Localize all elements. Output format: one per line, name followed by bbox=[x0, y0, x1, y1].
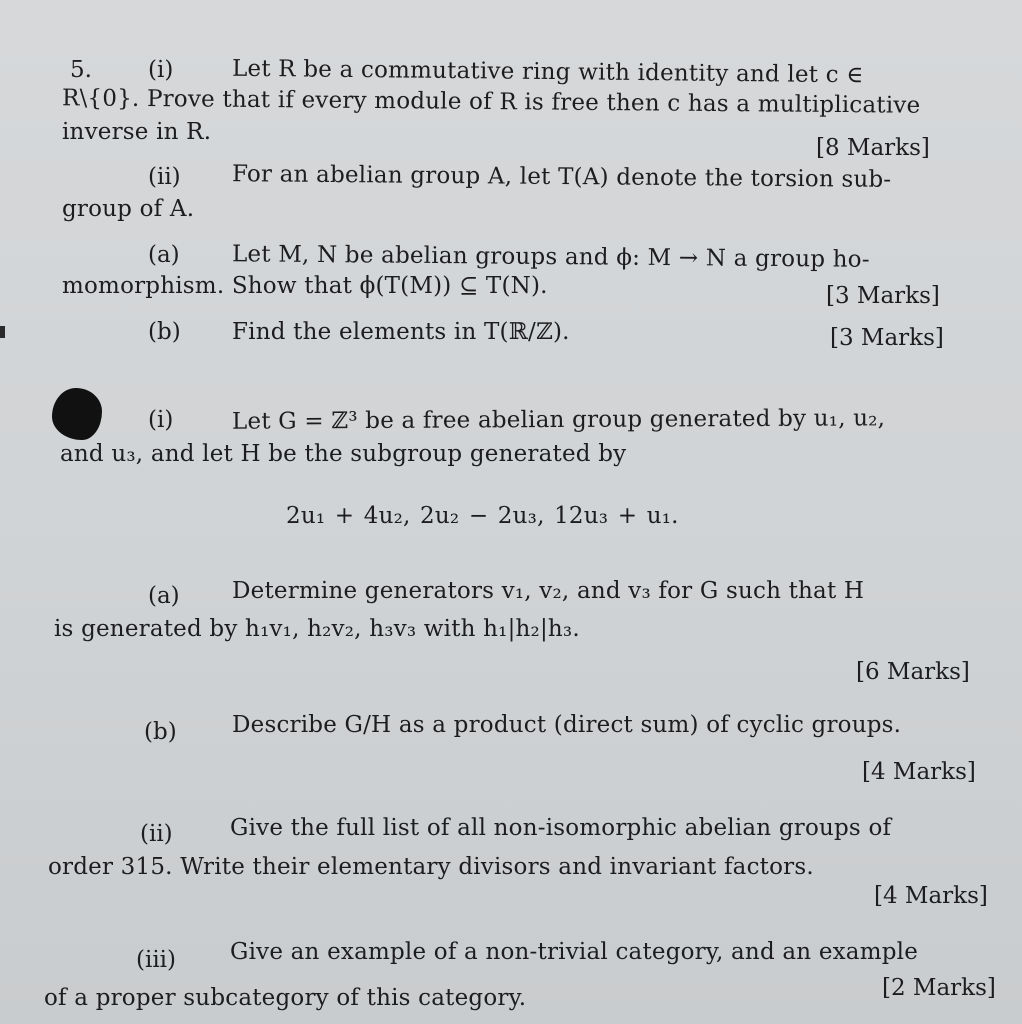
q5-ii-a-line1: Let M, N be abelian groups and ϕ: M → N a group ho- bbox=[231, 241, 870, 273]
q6-i-line2: and u₃, and let H be the subgroup generated by bbox=[60, 441, 627, 467]
marks: [3 Marks] bbox=[826, 283, 940, 309]
q5-i-line3: inverse in R. bbox=[62, 119, 212, 145]
part-label: (ii) bbox=[148, 164, 181, 190]
q5-ii-line1: For an abelian group A, let T(A) denote the torsion sub- bbox=[231, 161, 892, 193]
q6-i-line1: Let G = ℤ³ be a free abelian group generated by u₁, u₂, bbox=[231, 405, 886, 435]
marks: [8 Marks] bbox=[816, 135, 930, 161]
part-label: (iii) bbox=[136, 947, 177, 973]
q5-ii-a-line2: momorphism. Show that ϕ(T(M)) ⊆ T(N). bbox=[62, 273, 548, 299]
marks: [6 Marks] bbox=[856, 659, 970, 685]
q5-ii-b-line1: Find the elements in T(ℝ/ℤ). bbox=[232, 319, 570, 345]
subpart-label: (b) bbox=[148, 319, 181, 345]
marks: [2 Marks] bbox=[882, 975, 996, 1001]
q6-iii-line2: of a proper subcategory of this category. bbox=[44, 985, 527, 1011]
marks: [3 Marks] bbox=[830, 325, 944, 351]
part-label: (i) bbox=[148, 57, 174, 83]
question-number: 5. bbox=[70, 57, 92, 83]
q6-ii-line2: order 315. Write their elementary divisors and invariant factors. bbox=[48, 854, 814, 880]
q6-ii-line1: Give the full list of all non-isomorphic abelian groups of bbox=[230, 815, 892, 841]
q6-i-a-line2: is generated by h₁v₁, h₂v₂, h₃v₃ with h₁|h₂|h₃. bbox=[54, 616, 580, 642]
q6-i-a-line1: Determine generators v₁, v₂, and v₃ for G such that H bbox=[232, 578, 865, 604]
edge-mark bbox=[0, 326, 5, 338]
q5-i-line2: R\{0}. Prove that if every module of R is free then c has a multiplicative bbox=[61, 85, 921, 119]
marks: [4 Marks] bbox=[862, 759, 976, 785]
part-label: (i) bbox=[148, 407, 174, 433]
q5-ii-line2: group of A. bbox=[62, 196, 195, 222]
subpart-label: (b) bbox=[144, 719, 177, 745]
q6-iii-line1: Give an example of a non-trivial category, and an example bbox=[230, 939, 919, 965]
subpart-label: (a) bbox=[148, 583, 180, 609]
part-label: (ii) bbox=[140, 821, 173, 847]
subpart-label: (a) bbox=[148, 242, 180, 268]
ink-blot bbox=[52, 388, 102, 440]
q5-i-line1: Let R be a commutative ring with identity and let c ∈ bbox=[231, 55, 864, 89]
q6-i-b-line1: Describe G/H as a product (direct sum) of cyclic groups. bbox=[232, 712, 902, 738]
marks: [4 Marks] bbox=[874, 883, 988, 909]
subgroup-generators: 2u₁ + 4u₂, 2u₂ − 2u₃, 12u₃ + u₁. bbox=[286, 503, 679, 529]
